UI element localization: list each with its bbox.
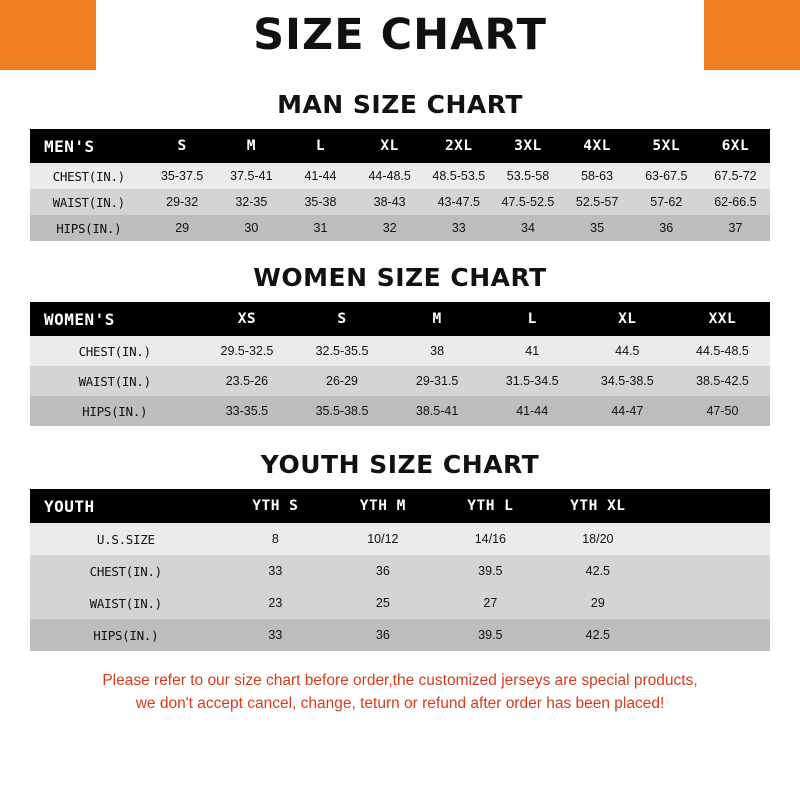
table-row [30, 163, 770, 189]
table-header-row [30, 129, 770, 163]
men-col-2: L [315, 138, 326, 154]
table-row [30, 555, 770, 587]
women-cell-0-1: 32.5-35.5 [315, 344, 369, 358]
women-table-header [30, 302, 770, 336]
youth-table-body [30, 523, 770, 651]
policy-note-line-2: we don't accept cancel, change, teturn or refund after order has been placed! [135, 695, 665, 713]
men-col-6: 4XL [583, 138, 611, 154]
women-corner-label: WOMEN'S [44, 309, 115, 329]
men-cell-2-3: 32 [382, 221, 397, 235]
men-section-title: MAN SIZE CHART [277, 90, 523, 119]
table-row [30, 587, 770, 619]
women-col-4: XL [618, 311, 637, 327]
men-col-0: S [177, 138, 187, 154]
men-cell-0-5: 53.5-58 [506, 169, 550, 183]
youth-row-label-3: HIPS(IN.) [93, 627, 159, 643]
men-cell-1-4: 43-47.5 [437, 195, 480, 209]
women-cell-2-5: 47-50 [706, 404, 739, 418]
youth-cell-1-1: 36 [375, 564, 390, 578]
men-col-4: 2XL [444, 138, 473, 154]
women-section-title: WOMEN SIZE CHART [253, 263, 547, 292]
youth-cell-1-2: 39.5 [478, 564, 503, 578]
women-col-3: L [527, 311, 537, 327]
men-cell-1-3: 38-43 [373, 195, 406, 209]
men-corner-label: MEN'S [44, 136, 95, 156]
women-table-body [30, 336, 770, 426]
women-col-5: XXL [708, 311, 737, 327]
women-col-0: XS [237, 311, 257, 327]
women-size-table [30, 302, 770, 426]
content-area [0, 90, 800, 716]
header-banner [0, 0, 800, 70]
men-cell-0-3: 44-48.5 [368, 169, 411, 183]
youth-col-3: YTH XL [570, 498, 626, 514]
table-row [30, 523, 770, 555]
men-cell-1-6: 52.5-57 [575, 195, 619, 209]
women-row-label-2: HIPS(IN.) [82, 403, 148, 419]
men-cell-2-1: 30 [244, 221, 259, 235]
table-row [30, 366, 770, 396]
women-cell-2-0: 33-35.5 [225, 404, 269, 418]
men-row-label-2: HIPS(IN.) [56, 220, 122, 236]
youth-section-title: YOUTH SIZE CHART [260, 450, 540, 479]
policy-note [56, 669, 744, 716]
men-row-label-0: CHEST(IN.) [52, 168, 125, 184]
men-cell-2-0: 29 [175, 221, 190, 235]
men-cell-2-2: 31 [313, 221, 328, 235]
youth-cell-0-2: 14/16 [474, 532, 506, 546]
table-row [30, 189, 770, 215]
youth-col-1: YTH M [359, 498, 406, 514]
youth-corner-label: YOUTH [44, 496, 95, 516]
men-col-1: M [246, 138, 256, 154]
men-table-body [30, 163, 770, 241]
men-cell-1-8: 62-66.5 [714, 195, 757, 209]
men-col-3: XL [380, 138, 399, 154]
youth-col-spacer [652, 489, 770, 523]
women-cell-2-3: 41-44 [516, 404, 549, 418]
women-cell-0-4: 44.5 [615, 344, 640, 358]
men-table-header [30, 129, 770, 163]
women-col-1: S [337, 311, 347, 327]
women-cell-1-0: 23.5-26 [225, 374, 269, 388]
women-cell-0-2: 38 [430, 344, 445, 358]
men-cell-0-2: 41-44 [304, 169, 337, 183]
men-cell-1-5: 47.5-52.5 [501, 195, 555, 209]
men-cell-0-6: 58-63 [581, 169, 614, 183]
youth-cell-2-2: 27 [483, 596, 498, 610]
youth-cell-0-3: 18/20 [582, 532, 614, 546]
women-cell-1-1: 26-29 [326, 374, 359, 388]
youth-cell-1-3: 42.5 [585, 564, 611, 578]
men-cell-0-7: 63-67.5 [645, 169, 688, 183]
youth-cell-1-0: 33 [268, 564, 283, 578]
men-cell-1-0: 29-32 [166, 195, 199, 209]
youth-row-label-1: CHEST(IN.) [89, 563, 162, 579]
men-cell-0-4: 48.5-53.5 [432, 169, 486, 183]
women-row-label-0: CHEST(IN.) [78, 343, 151, 359]
table-row [30, 336, 770, 366]
men-cell-2-4: 33 [451, 221, 466, 235]
men-cell-2-7: 36 [659, 221, 674, 235]
youth-cell-3-2: 39.5 [478, 628, 503, 642]
youth-cell-0-0: 8 [271, 532, 279, 546]
youth-table-header [30, 489, 770, 523]
header-banner-inner [96, 0, 704, 70]
men-cell-1-7: 57-62 [650, 195, 683, 209]
table-header-row [30, 302, 770, 336]
men-cell-2-5: 34 [521, 221, 535, 235]
table-header-row [30, 489, 770, 523]
men-cell-0-0: 35-37.5 [160, 169, 204, 183]
men-cell-0-1: 37.5-41 [230, 169, 273, 183]
page-title: SIZE CHART [253, 9, 547, 60]
women-cell-0-3: 41 [525, 344, 540, 358]
youth-row-label-0: U.S.SIZE [96, 531, 155, 547]
youth-cell-3-1: 36 [375, 628, 390, 642]
table-row [30, 619, 770, 651]
women-cell-1-3: 31.5-34.5 [505, 374, 559, 388]
youth-cell-2-spacer [652, 587, 770, 619]
women-cell-1-5: 38.5-42.5 [696, 374, 749, 388]
youth-cell-2-1: 25 [375, 596, 390, 610]
youth-cell-3-spacer [652, 619, 770, 651]
women-cell-1-4: 34.5-38.5 [600, 374, 654, 388]
women-cell-2-2: 38.5-41 [415, 404, 459, 418]
youth-cell-3-3: 42.5 [585, 628, 611, 642]
women-row-label-1: WAIST(IN.) [78, 373, 151, 389]
men-size-table [30, 129, 770, 241]
men-cell-1-1: 32-35 [235, 195, 268, 209]
youth-cell-1-spacer [652, 555, 770, 587]
policy-note-line-1: Please refer to our size chart before order,the customized jerseys are special products, [102, 672, 698, 689]
men-col-7: 5XL [652, 138, 681, 154]
women-col-2: M [432, 311, 442, 327]
youth-cell-2-3: 29 [590, 596, 605, 610]
table-row [30, 396, 770, 426]
youth-size-table [30, 489, 770, 651]
women-cell-2-4: 44-47 [611, 404, 644, 418]
youth-cell-3-0: 33 [268, 628, 283, 642]
men-cell-1-2: 35-38 [304, 195, 337, 209]
youth-row-label-2: WAIST(IN.) [89, 595, 162, 611]
men-cell-2-8: 37 [728, 221, 743, 235]
women-cell-2-1: 35.5-38.5 [315, 404, 369, 418]
women-cell-1-2: 29-31.5 [415, 374, 459, 388]
youth-col-0: YTH S [252, 498, 299, 514]
men-row-label-1: WAIST(IN.) [52, 194, 125, 210]
men-cell-0-8: 67.5-72 [714, 169, 757, 183]
youth-cell-0-spacer [652, 523, 770, 555]
men-col-8: 6XL [721, 138, 750, 154]
women-cell-0-5: 44.5-48.5 [696, 344, 749, 358]
youth-cell-0-1: 10/12 [367, 532, 399, 546]
women-cell-0-0: 29.5-32.5 [220, 344, 274, 358]
youth-col-2: YTH L [467, 498, 514, 514]
table-row [30, 215, 770, 241]
men-col-5: 3XL [514, 138, 542, 154]
youth-cell-2-0: 23 [268, 596, 283, 610]
men-cell-2-6: 35 [590, 221, 605, 235]
